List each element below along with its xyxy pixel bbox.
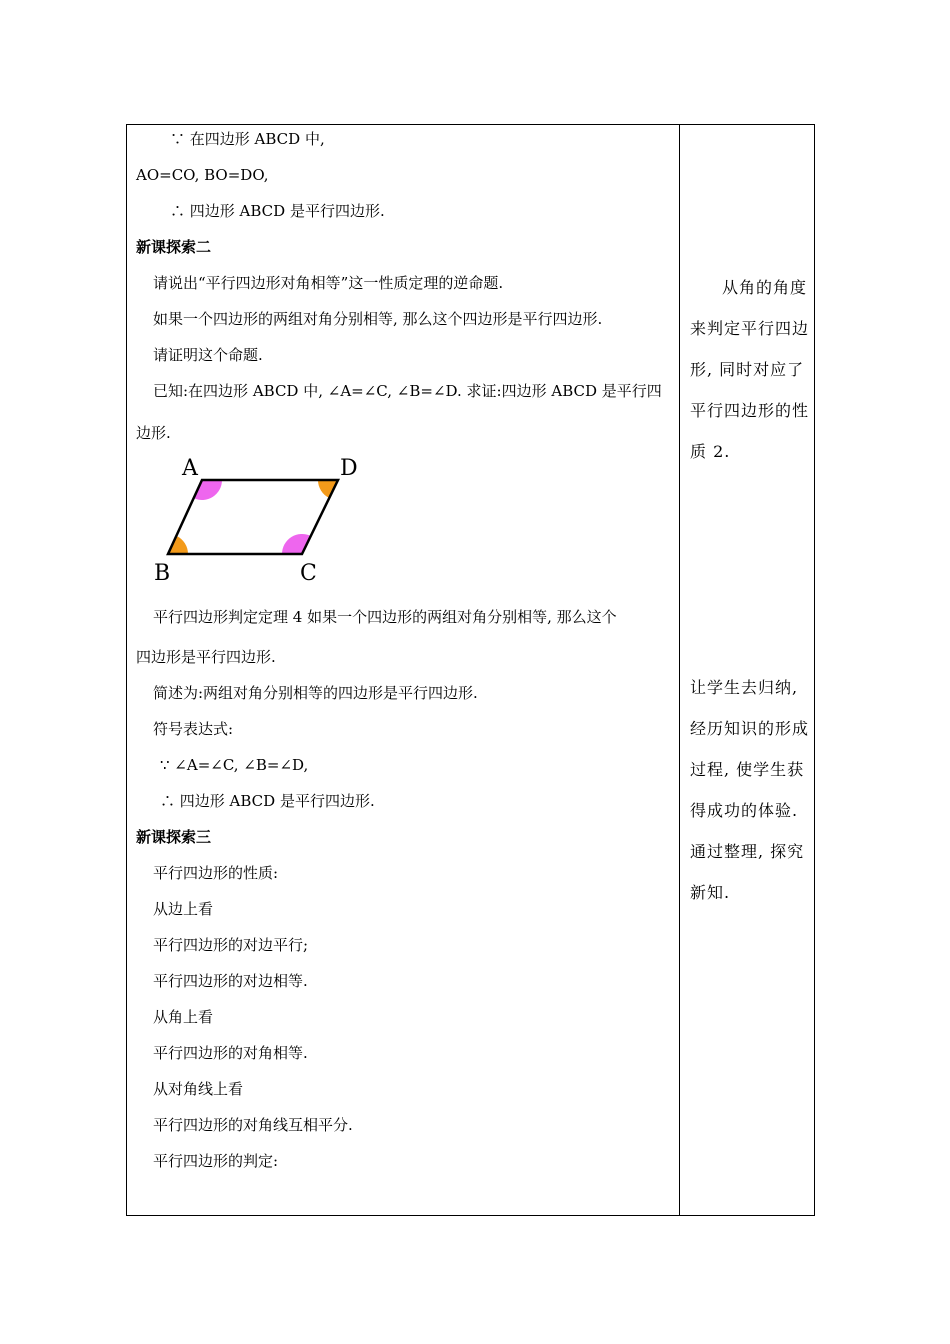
paragraph: 从角上看 [153,1008,214,1026]
paragraph: 请说出“平行四边形对角相等”这一性质定理的逆命题. [153,274,504,292]
side-note-line: 新知. [690,883,731,902]
paragraph: 如果一个四边形的两组对角分别相等, 那么这个四边形是平行四边形. [153,310,603,328]
side-note-line: 经历知识的形成 [690,719,810,738]
vertex-label-d: D [340,456,358,481]
paragraph: 已知:在四边形 ABCD 中, ∠A=∠C, ∠B=∠D. 求证:四边形 ABCD 是平行四 [153,382,662,400]
paragraph: 请证明这个命题. [153,346,263,364]
paragraph: 平行四边形的性质: [153,864,279,882]
side-note-line: 平行四边形的性 [690,401,810,420]
side-note-line: 质 2. [690,442,731,461]
vertex-label-b: B [154,561,171,586]
because-line: ∵ 在四边形 ABCD 中, [170,130,325,148]
because-line: ∵ ∠A=∠C, ∠B=∠D, [160,756,309,774]
paragraph: 符号表达式: [153,720,234,738]
side-note-line: 从角的角度 [722,278,808,297]
column-divider [679,124,680,1216]
side-note-line: 形, 同时对应了 [690,360,805,379]
parallelogram-figure [150,452,370,586]
paragraph: 边形. [136,424,171,442]
paragraph: 平行四边形的判定: [153,1152,279,1170]
side-note-line: 通过整理, 探究 [690,842,805,861]
paragraph: 简述为:两组对角分别相等的四边形是平行四边形. [153,684,478,702]
therefore-line: ∴ 四边形 ABCD 是平行四边形. [160,792,375,810]
therefore-line: ∴ 四边形 ABCD 是平行四边形. [170,202,385,220]
paragraph: 从对角线上看 [153,1080,244,1098]
paragraph: 平行四边形的对角线互相平分. [153,1116,353,1134]
given-equalities: AO=CO, BO=DO, [136,166,269,184]
side-note-line: 让学生去归纳, [690,678,799,697]
vertex-label-a: A [182,456,198,481]
paragraph: 平行四边形的对角相等. [153,1044,308,1062]
heading-explore-two: 新课探索二 [136,238,212,256]
side-note-line: 来判定平行四边 [690,319,810,338]
vertex-label-c: C [300,561,317,586]
side-note-line: 过程, 使学生获 [690,760,805,779]
paragraph: 从边上看 [153,900,214,918]
theorem-line: 四边形是平行四边形. [136,648,276,666]
theorem-line: 平行四边形判定定理 4 如果一个四边形的两组对角分别相等, 那么这个 [153,608,617,626]
parallelogram-outline [168,480,338,554]
heading-explore-three: 新课探索三 [136,828,212,846]
paragraph: 平行四边形的对边相等. [153,972,308,990]
side-note-line: 得成功的体验. [690,801,799,820]
paragraph: 平行四边形的对边平行; [153,936,309,954]
